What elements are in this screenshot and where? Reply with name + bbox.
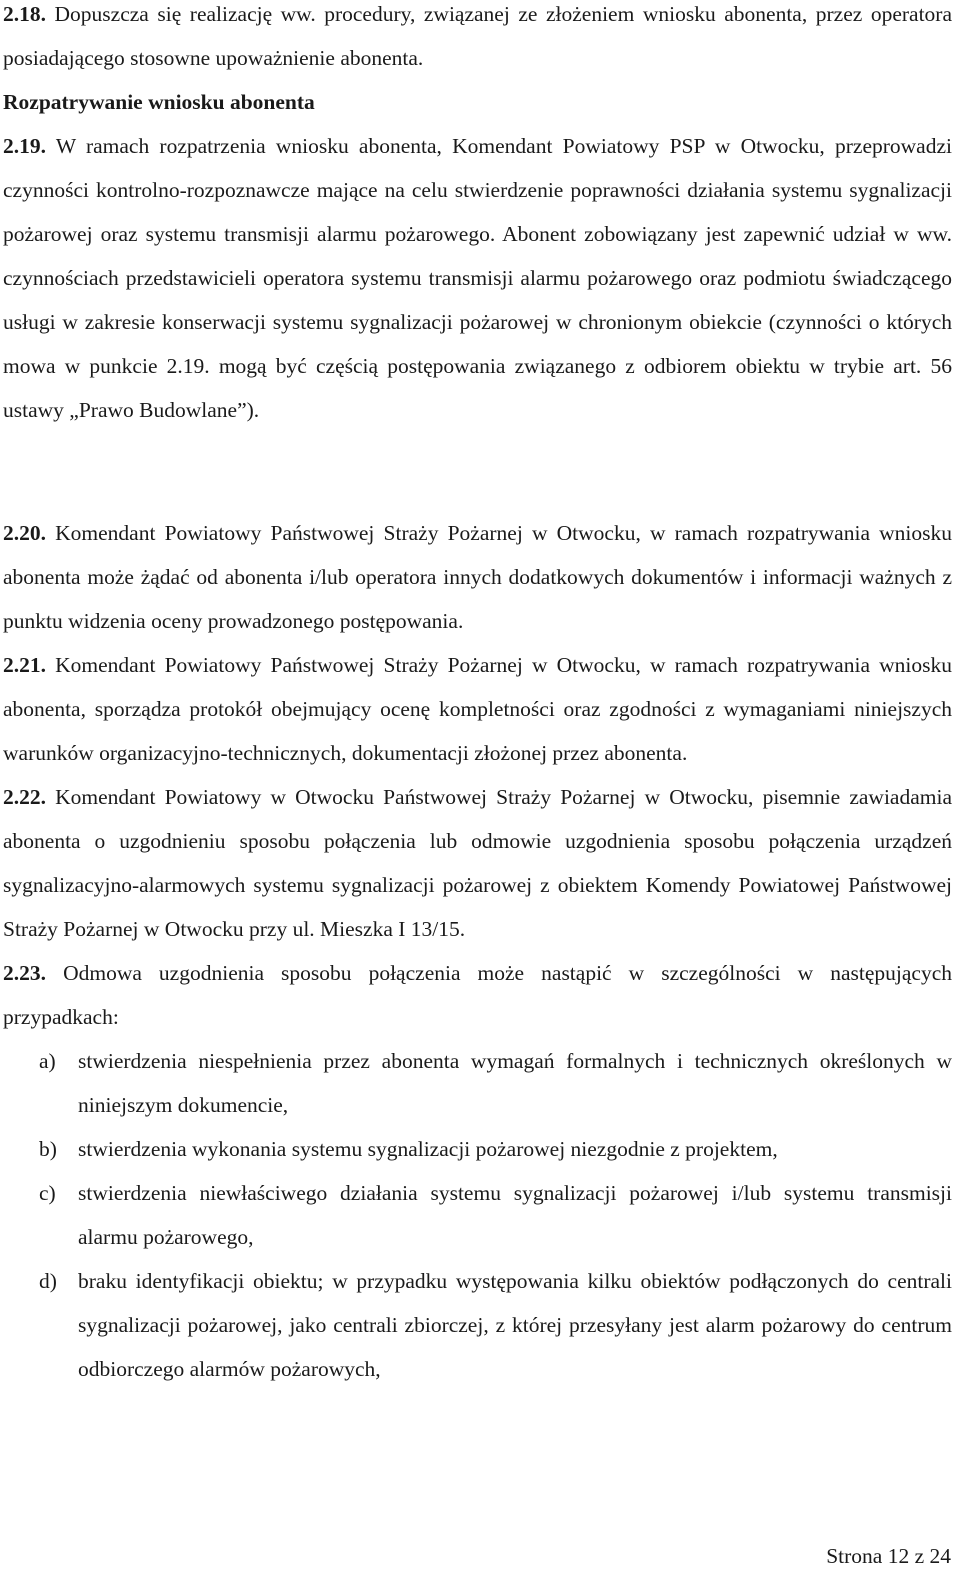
list-item-text: stwierdzenia niespełnienia przez abonenta wymagań formalnych i technicznych określonych w niniejszym dokumencie, <box>78 1049 952 1117</box>
paragraph-text: Dopuszcza się realizację ww. procedury, związanej ze złożeniem wniosku abonenta, przez operatora posiadającego stosowne upoważnienie abonenta. <box>3 2 952 70</box>
list-item-text: stwierdzenia wykonania systemu sygnalizacji pożarowej niezgodnie z projektem, <box>78 1137 778 1161</box>
list-item <box>3 1039 952 1127</box>
section-heading: Rozpatrywanie wniosku abonenta <box>3 90 315 114</box>
paragraph-2-19 <box>3 124 952 432</box>
paragraph-text: Odmowa uzgodnienia sposobu połączenia może nastąpić w szczególności w następujących przypadkach: <box>3 961 953 1029</box>
list-item-label: d) <box>39 1269 57 1293</box>
case-list <box>3 1039 952 1391</box>
paragraph-text: Komendant Powiatowy Państwowej Straży Pożarnej w Otwocku, w ramach rozpatrywania wniosku abonenta może żądać od abonenta i/lub operatora innych dodatkowych dokumentów i informacji ważnych z punktu widzenia oceny prowadzonego postępowania. <box>3 521 952 633</box>
paragraph-number: 2.18. <box>3 2 46 26</box>
paragraph-text: Komendant Powiatowy w Otwocku Państwowej Straży Pożarnej w Otwocku, pisemnie zawiadamia abonenta o uzgodnieniu sposobu połączenia lub odmowie uzgodnienia sposobu połączenia urządzeń sygnalizacyjno-alarmowych systemu sygnalizacji pożarowej z obiektem Komendy Powiatowej Państwowej Straży Pożarnej w Otwocku przy ul. Mieszka I 13/15. <box>3 785 952 941</box>
list-item <box>3 1127 952 1171</box>
paragraph-number: 2.19. <box>3 134 46 158</box>
list-item-text: braku identyfikacji obiektu; w przypadku występowania kilku obiektów podłączonych do centrali sygnalizacji pożarowej, jako centrali zbiorczej, z której przesyłany jest alarm pożarowy do centrum odbiorczego alarmów pożarowych, <box>78 1269 952 1381</box>
list-item <box>3 1259 952 1391</box>
text-block-top <box>3 0 952 432</box>
paragraph-2-22 <box>3 775 952 951</box>
list-item-label: c) <box>39 1181 56 1205</box>
list-item <box>3 1171 952 1259</box>
paragraph-text: W ramach rozpatrzenia wniosku abonenta, Komendant Powiatowy PSP w Otwocku, przeprowadzi czynności kontrolno-rozpoznawcze mające na celu stwierdzenie poprawności działania systemu sygnalizacji pożarowej oraz systemu transmisji alarmu pożarowego. Abonent zobowiązany jest zapewnić udział w ww. czynnościach przedstawicieli operatora systemu transmisji alarmu pożarowego oraz podmiotu świadczącego usługi w zakresie konserwacji systemu sygnalizacji pożarowej w chronionym obiekcie (czynności o których mowa w punkcie 2.19. mogą być częścią postępowania związanego z odbiorem obiektu w trybie art. 56 ustawy „Prawo Budowlane”). <box>3 134 952 422</box>
text-block-main <box>3 511 952 1391</box>
list-item-label: a) <box>39 1049 56 1073</box>
paragraph-2-21 <box>3 643 952 775</box>
list-item-label: b) <box>39 1137 57 1161</box>
page-number: Strona 12 z 24 <box>826 1544 951 1568</box>
paragraph-number: 2.20. <box>3 521 46 545</box>
paragraph-2-18 <box>3 0 952 80</box>
paragraph-2-23 <box>3 951 952 1039</box>
paragraph-text: Komendant Powiatowy Państwowej Straży Pożarnej w Otwocku, w ramach rozpatrywania wniosku abonenta, sporządza protokół obejmujący ocenę kompletności oraz zgodności z wymaganiami niniejszych warunków organizacyjno-technicznych, dokumentacji złożonej przez abonenta. <box>3 653 952 765</box>
list-item-text: stwierdzenia niewłaściwego działania systemu sygnalizacji pożarowej i/lub systemu transmisji alarmu pożarowego, <box>78 1181 952 1249</box>
paragraph-number: 2.21. <box>3 653 46 677</box>
paragraph-2-20 <box>3 511 952 643</box>
paragraph-number: 2.22. <box>3 785 46 809</box>
paragraph-number: 2.23. <box>3 961 46 985</box>
